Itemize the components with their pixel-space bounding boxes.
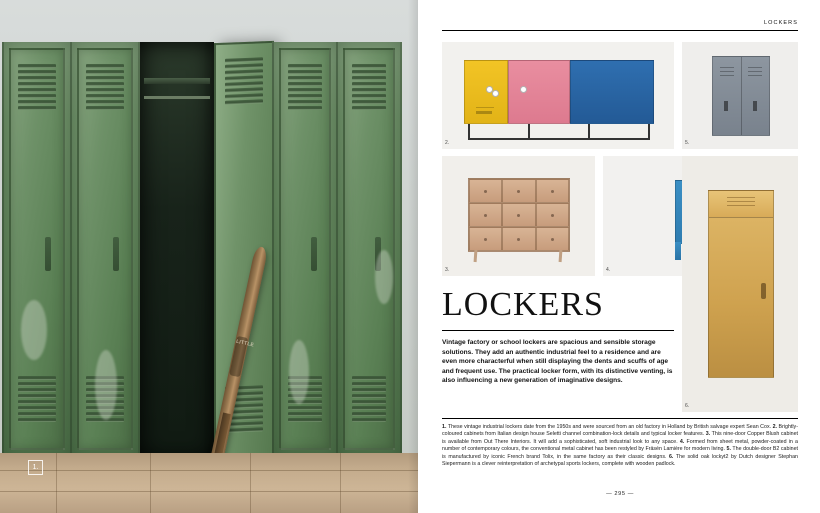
caption-number: 2.: [772, 424, 778, 430]
grey-locker-door: [742, 57, 770, 135]
product-caption-number: 3.: [445, 267, 450, 273]
vent-grille-icon: [727, 197, 755, 209]
oak-locker-top: [709, 191, 773, 218]
captions-block: [442, 424, 798, 468]
oak-locker-handle-icon: [761, 283, 766, 299]
product-caption-number: 4.: [606, 267, 611, 273]
caption-number: 1.: [442, 424, 447, 430]
photo-caption-number: 1.: [28, 460, 43, 475]
caption-text: These vintage industrial lockers date from the 1950s and were sourced from an old factory in Holland by British salvage expert Sean Cox.: [447, 424, 772, 430]
vent-grille-icon: [225, 57, 263, 104]
locker-latch-icon: [311, 237, 317, 271]
page-folio: — 295 —: [606, 491, 634, 497]
caption-number: 3.: [705, 431, 711, 438]
product-caption-number: 2.: [445, 140, 450, 146]
headline-rule: [442, 330, 674, 331]
vent-grille-icon: [288, 64, 323, 110]
locker-latch-icon: [113, 237, 119, 271]
locker-door: [77, 48, 133, 450]
grey-locker-door: [713, 57, 742, 135]
caption-text: The double-door B2 cabinet is manufactured by iconic French brand Tolix, in the same factory as their classic designs.: [442, 446, 798, 460]
captions-rule: [442, 418, 798, 419]
product-caption-number: 6.: [685, 403, 690, 409]
product-image-oak-tall-locker: [682, 156, 798, 412]
locker-door: [343, 48, 395, 450]
caption-text: This nine-door Copper Blush cabinet is available from Out There Interiors. It will add a sophisticated, soft industrial look to any space.: [442, 431, 798, 445]
bat-label: LITTLE: [229, 336, 248, 377]
caption-number: 5.: [726, 446, 731, 453]
right-page: [418, 0, 820, 513]
caption-text: Formed from sheet metal, powder-coated in a number of contemporary colours, the conventional metal cabinet has been restyled by Fräsén Lamière for modern living.: [442, 438, 799, 453]
locker-unit: [2, 42, 72, 460]
open-locker-cavity: [140, 42, 214, 460]
vent-grille-icon: [352, 376, 387, 422]
caption-item: [442, 424, 771, 430]
product-caption-number: 5.: [685, 140, 690, 146]
yellow-locker-unit: [464, 60, 508, 124]
vent-grille-icon: [18, 376, 55, 422]
grey-locker-graphic: [712, 56, 770, 136]
pigeonhole-grid: [468, 178, 570, 252]
cabinet-legs: [472, 250, 564, 262]
locker-unit: [70, 42, 140, 460]
page-title: LOCKERS: [442, 286, 604, 323]
locker-rail: [144, 96, 210, 99]
caption-text: Brightly-coloured cabinets from Italian design house Seletti channel combination-lock details and typical locker features.: [442, 424, 798, 438]
locker-unit: [272, 42, 338, 460]
product-image-coloured-locker-sideboard: [442, 42, 674, 149]
caption-number: 4.: [679, 438, 685, 445]
locker-bank: [0, 42, 418, 460]
blue-locker-unit: [570, 60, 654, 124]
locker-latch-icon: [45, 237, 51, 271]
header-rule: [442, 30, 798, 31]
vent-grille-icon: [352, 64, 387, 110]
locker-door: [9, 48, 65, 450]
sideboard-graphic: [464, 60, 654, 124]
product-image-wooden-pigeonhole-cabinet: [442, 156, 595, 276]
locker-door: [279, 48, 331, 450]
product-image-grey-two-door-locker: [682, 42, 798, 149]
caption-number: 6.: [668, 453, 674, 460]
locker-shelf: [144, 78, 210, 84]
oak-locker-graphic: [708, 190, 774, 378]
vent-grille-icon: [18, 64, 55, 110]
running-head: LOCKERS: [764, 20, 798, 26]
caption-text: The solid oak lockyt2 by Dutch designer Stephan Siepermann is a clever reinterpretation of archetypal sports lockers, complete with wooden padlock.: [442, 453, 798, 468]
standfirst-paragraph: Vintage factory or school lockers are spacious and sensible storage solutions. They add an authentic industrial feel to a residence and are even more characterful when still displaying the dents and scuffs of age and frequent use. The practical locker form, with its distinctive venting, is also influencing a new generation of imaginative designs.: [442, 339, 673, 385]
sideboard-legs: [468, 124, 650, 140]
pink-locker-unit: [508, 60, 570, 124]
vent-grille-icon: [86, 64, 123, 110]
wooden-floor: [0, 453, 418, 513]
locker-unit: [336, 42, 402, 460]
